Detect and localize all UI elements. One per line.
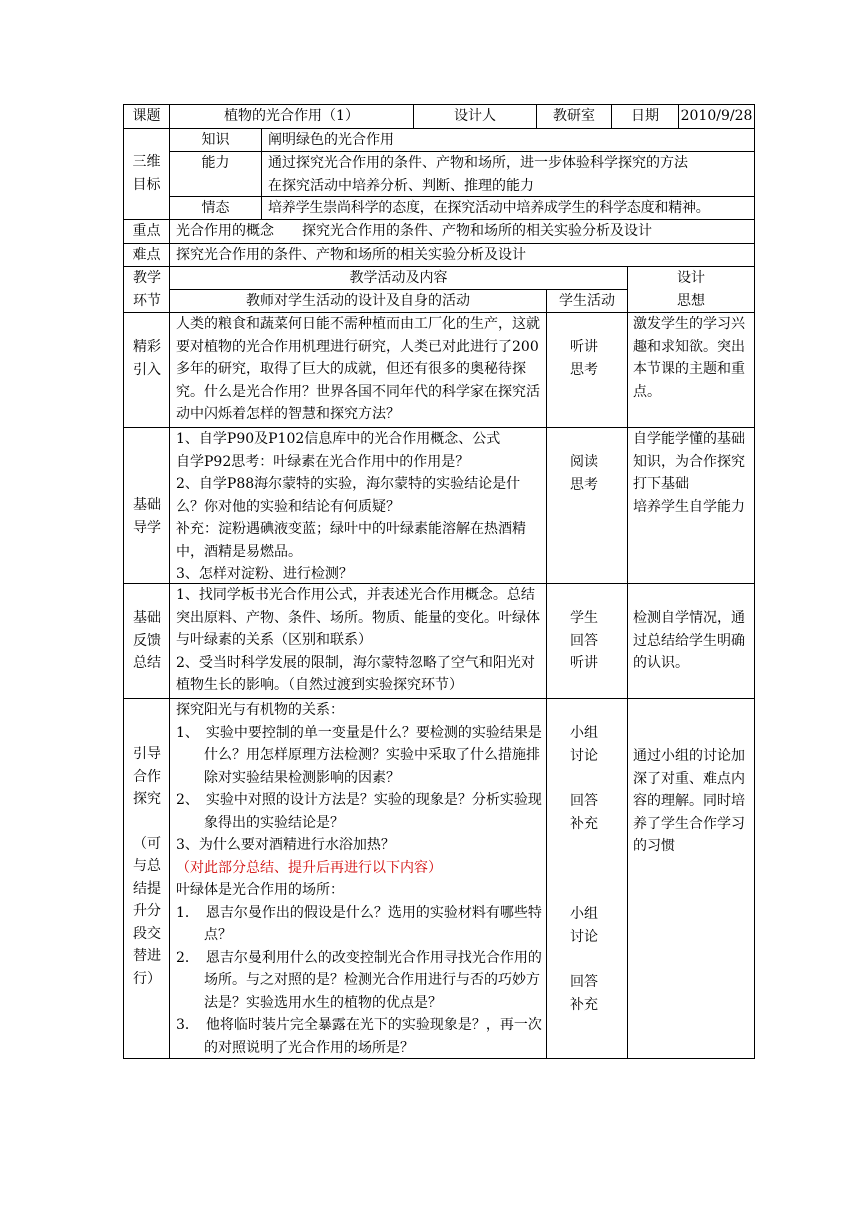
topic-value: 植物的光合作用（1）	[224, 108, 359, 124]
grid-line	[546, 289, 547, 1059]
teacher-line: 2、受当时科学发展的限制，海尔蒙特忽略了空气和阳光对植物生长的影响。（自然过渡到实验探究环节）	[176, 654, 535, 693]
teacher-question: 1、 实验中要控制的单一变量是什么？要检测的实验结果是什么？用怎样原理方法检测？实验中采取了什么措施排除对实验结果检测影响的因素？	[176, 724, 542, 786]
section-name: 基础导学	[133, 497, 161, 536]
emotion-label: 情态	[201, 200, 230, 216]
student-activity: 小组讨论	[570, 725, 598, 764]
teacher-red-note: （对此部分总结、提升后再进行以下内容）	[176, 859, 442, 876]
teacher-question: 2、 实验中对照的设计方法是？实验的现象是？分析实验现象得出的实验结论是？	[176, 792, 542, 831]
teacher-question: 2． 恩吉尔曼利用什么的改变控制光合作用寻找光合作用的场所。与之对照的是？检测光合作用进行与否的巧妙方法是？实验选用水生的植物的优点是？	[176, 949, 542, 1011]
section-title: 引导合作探究	[133, 746, 161, 807]
teacher-question: 3、为什么要对酒精进行水浴加热？	[176, 837, 395, 853]
student-activity: 小组讨论	[570, 906, 598, 945]
design-line: 自学能学懂的基础知识，为合作探究打下基础	[633, 431, 745, 492]
teacher-question: 1． 恩吉尔曼作出的假设是什么？选用的实验材料有哪些特点？	[176, 904, 542, 943]
teacher-activity	[176, 699, 544, 1058]
teacher-question: 3． 他将临时装片完全暴露在光下的实验现象是？，再一次的对照说明了光合作用的场所是？	[176, 1017, 542, 1056]
section-name: 基础反馈总结	[133, 610, 161, 671]
teacher-line: 自学P92思考：叶绿素在光合作用中的作用是？	[176, 453, 470, 470]
design-thought: 激发学生的学习兴趣和求知欲。突出本节课的主题和重点。	[633, 316, 745, 400]
student-activity: 学生回答听讲	[570, 610, 598, 671]
teacher-intro: 探究阳光与有机物的关系：	[176, 702, 344, 718]
grid-line	[754, 104, 755, 1059]
difficulty-value: 探究光合作用的条件、产物和场所的相关实验分析及设计	[176, 247, 526, 263]
difficulty-label: 难点	[132, 247, 161, 263]
key-point-value: 光合作用的概念 探究光合作用的条件、产物和场所的相关实验分析及设计	[176, 223, 652, 239]
teacher-activity: 人类的粮食和蔬菜何日能不需种植而由工厂化的生产，这就要对植物的光合作用机理进行研究，人类已对此进行了200多年的研究，取得了巨大的成就，但还有很多的奥秘待探究。什么是光合作用？世界各国不同年代的科学家在探究活动中闪烁着怎样的智慧和探究方法？	[176, 316, 540, 422]
grid-line	[169, 104, 170, 1059]
section-col-header: 教学环节	[133, 270, 161, 309]
teacher-activity	[176, 428, 542, 583]
ability-label: 能力	[201, 155, 230, 171]
teacher-line: 补充：淀粉遇碘液变蓝；绿叶中的叶绿素能溶解在热酒精中，酒精是易燃品。	[176, 521, 526, 560]
teacher-col-header: 教师对学生活动的设计及自身的活动	[246, 293, 470, 309]
teacher-intro: 叶绿体是光合作用的场所：	[176, 882, 344, 898]
teacher-line: 1、自学P90及P102信息库中的光合作用概念、公式	[176, 431, 501, 447]
grid-line	[261, 128, 262, 219]
design-thought: 通过小组的讨论加深了对重、难点内容的理解。同时培养了学生合作学习的习惯	[633, 748, 745, 854]
date-value: 2010/9/28	[680, 108, 753, 124]
teacher-line: 2、自学P88海尔蒙特的实验，海尔蒙特的实验结论是什么？你对他的实验和结论有何质疑？	[176, 476, 521, 515]
ability-line: 通过探究光合作用的条件、产物和场所，进一步体验科学探究的方法	[268, 155, 688, 171]
section-name	[129, 743, 165, 993]
design-thought	[633, 428, 751, 583]
ability-content	[268, 152, 752, 196]
student-activity: 听讲思考	[570, 339, 598, 378]
grid-line	[627, 266, 628, 1059]
teacher-activity	[176, 584, 542, 698]
designer-value: 教研室	[553, 108, 595, 124]
activity-col-header: 教学活动及内容	[349, 270, 448, 286]
student-activity: 回答补充	[570, 793, 598, 832]
topic-label: 课题	[132, 108, 161, 124]
design-col-header: 设计思想	[677, 270, 705, 309]
key-point-label: 重点	[132, 223, 161, 239]
date-label: 日期	[631, 108, 659, 124]
teacher-line: 1、找同学板书光合作用公式，并表述光合作用概念。总结突出原料、产物、条件、场所。物质、能量的变化。叶绿体与叶绿素的关系（区别和联系）	[176, 587, 540, 648]
goals-label: 三维目标	[132, 154, 161, 193]
teacher-line: 3、怎样对淀粉、进行检测？	[176, 566, 353, 582]
design-line: 培养学生自学能力	[633, 498, 745, 515]
section-note: （可与总结提升分段交替进行）	[133, 835, 161, 987]
knowledge-label: 知识	[201, 132, 230, 148]
section-name: 精彩引入	[133, 339, 161, 378]
designer-label: 设计人	[454, 108, 496, 124]
student-activity: 回答补充	[570, 974, 598, 1013]
student-activity: 阅读思考	[570, 454, 598, 493]
design-thought: 检测自学情况，通过总结给学生明确的认识。	[633, 610, 745, 671]
student-col-header: 学生活动	[559, 293, 615, 309]
ability-line: 在探究活动中培养分析、判断、推理的能力	[268, 177, 534, 194]
knowledge-value: 阐明绿色的光合作用	[268, 132, 394, 148]
emotion-value: 培养学生崇尚科学的态度，在探究活动中培养成学生的科学态度和精神。	[268, 200, 710, 216]
